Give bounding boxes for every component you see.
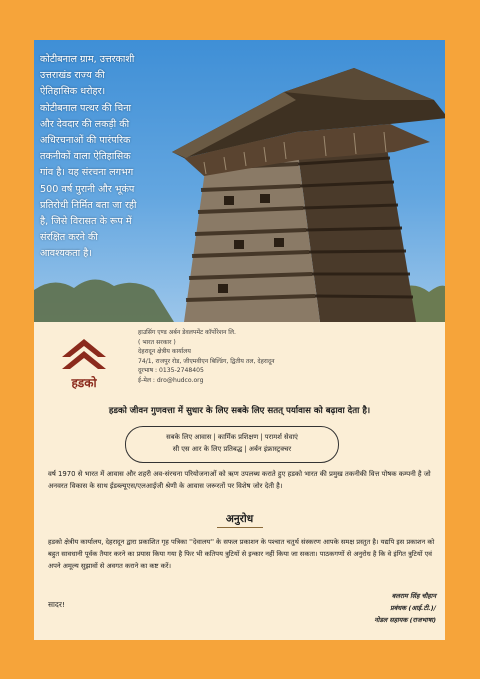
org-contact [138, 328, 275, 386]
org-office: देहरादून क्षेत्रीय कार्यालय [138, 348, 191, 356]
hero-caption [40, 52, 178, 263]
signatory-name: बलराम सिंह चौहान [391, 592, 436, 600]
hero-line: संरक्षित करने की [40, 232, 98, 244]
logo-text: हडको [71, 376, 97, 390]
services-box [125, 426, 339, 463]
hero-line: तकनीकों वाला ऐतिहासिक [40, 151, 131, 163]
hero-line: प्रतिरोधी निर्मित बता जा रही [40, 199, 137, 211]
hero-line: 500 वर्ष पुरानी और भूकंप [40, 183, 135, 195]
organization-block [34, 322, 445, 397]
closing-greeting: सादर! [48, 600, 65, 609]
tagline: हडको जीवन गुणवत्ता में सुधार के लिए सबके लिए सतत् पर्यावास को बढ़ावा देता है। [108, 406, 371, 416]
services-row-2: सी एस आर के लिए प्रतिबद्ध | अर्बन इंफ्रास्ट्रक्चर [172, 445, 292, 453]
org-sub: ( भारत सरकार ) [138, 338, 176, 346]
request-paragraph: हडको क्षेत्रीय कार्यालय, देहरादून द्वारा प्रकाशित गृह पत्रिका ''देवालय'' के सफल प्रकाशन के पश्चात चतुर्थ संस्करण आपके समक्ष प्रस्तुत है। यद्यपि इस प्रकाशन को बहुत सावधानी पूर्वक तैयार करने का प्रयास किया गया है फिर भी कतिपय त्रुटियों से इन्कार नहीं किया जा सकता। पाठकगणों से अनुरोध है कि वे इंगित त्रुटियों एवं अपने अमूल्य सुझावों से अवगत कराने का कष्ट करें। [48, 538, 435, 571]
services-row-1: सबके लिए आवास | कार्मिक प्रशिक्षण | परामर्श सेवाएं [166, 433, 298, 441]
hero-line: अधिरचनाओं की पारंपरिक [40, 135, 131, 147]
about-paragraph: वर्ष 1970 से भारत में आवास और शहरी अव-संरचना परियोजनाओं को ऋण उपलब्ध कराते हुए हडको भारत की प्रमुख तकनीकी वित्त पोषक कम्पनी है जो अनवरत विकास के साथ ईडब्ल्यूएस/एलआईजी श्रेणी के आवास जरूरतों पर विशेष जोर देती है। [48, 470, 431, 491]
hero-photo [34, 40, 445, 322]
hero-line: गांव है। यह संरचना लगभग [40, 167, 134, 179]
signature-block [296, 590, 436, 626]
hero-line: है, जिसे विरासत के रूप में [40, 216, 132, 228]
hero-line: कोटीबनाल ग्राम, उत्तरकाशी [40, 54, 135, 65]
heading-underline [217, 527, 263, 528]
org-email: ई-मेल : dro@hudco.org [138, 376, 204, 384]
org-address: 74/1, राजपुर रोड, जीएमवीएन बिल्डिंग, द्वितीय तल, देहरादून [138, 357, 275, 365]
signatory-title: प्रबंधक (आई.टी.)/ [390, 604, 436, 612]
hero-line: और देवदार की लकड़ी की [40, 118, 130, 130]
hero-line: आवश्यकता है। [40, 248, 92, 260]
hero-line: ऐतिहासिक धरोहर। [40, 86, 106, 98]
hero-line: कोटीबनाल पत्थर की चिना [40, 102, 132, 114]
magazine-page [34, 40, 445, 640]
org-phone: दूरभाष : 0135-2748405 [138, 367, 204, 375]
hero-line: उत्तराखंड राज्य की [40, 70, 105, 82]
signatory-role: नोडल सहायक (राजभाषा) [374, 616, 436, 624]
hudco-logo [58, 337, 110, 393]
org-name: हाउसिंग एण्ड अर्बन डेवलपमेंट कॉर्पोरेशन लि. [138, 329, 236, 336]
request-heading: अनुरोध [225, 513, 254, 525]
